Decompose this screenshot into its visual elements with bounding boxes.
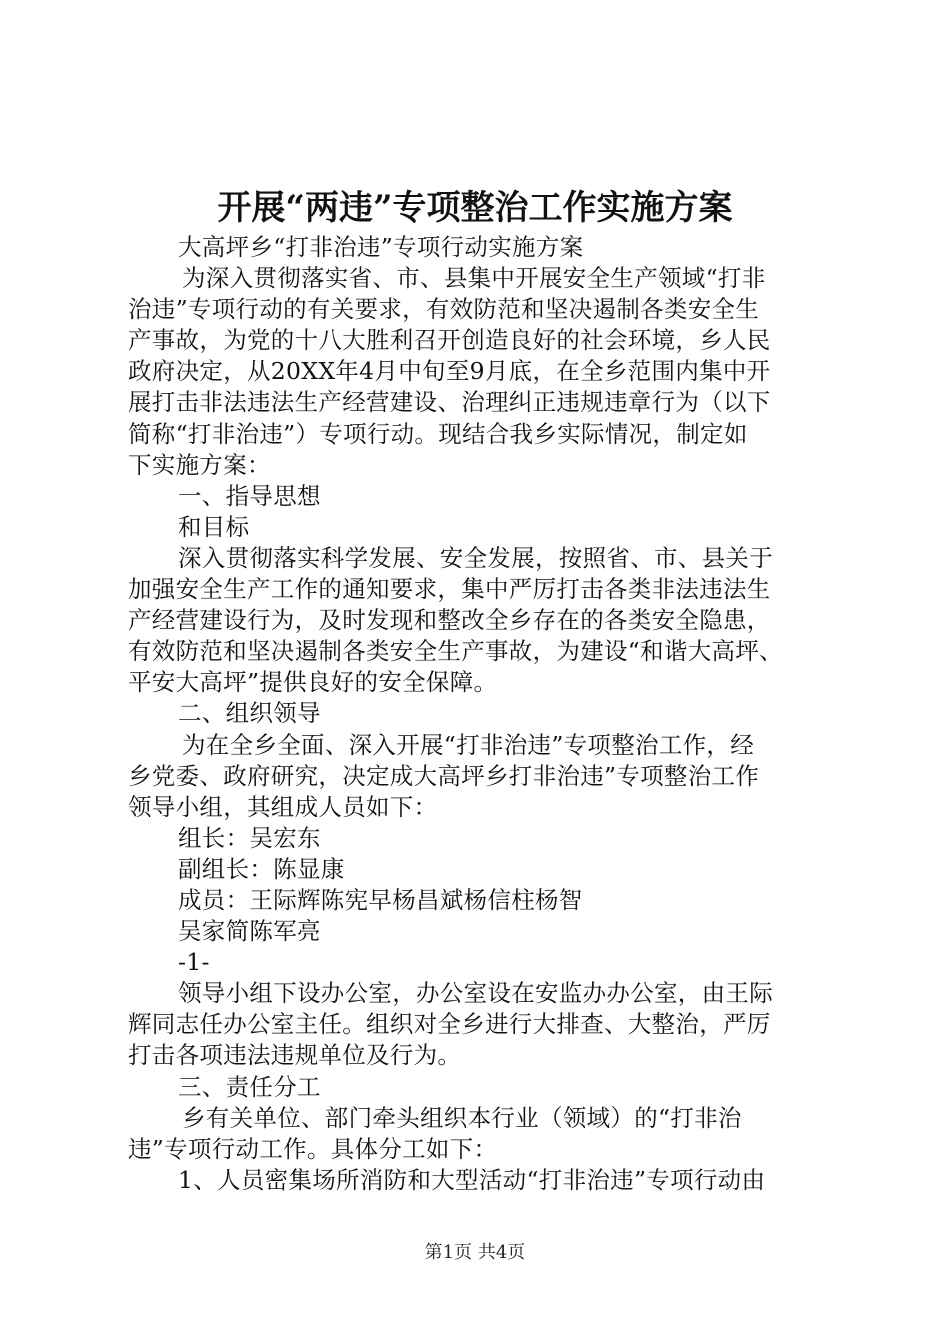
paragraph-line: 1、人员密集场所消防和大型活动“打非治违”专项行动由 — [178, 1165, 766, 1194]
document-body — [128, 232, 838, 1196]
paragraph-line: 乡党委、政府研究，决定成大高坪乡打非治违”专项整治工作 — [128, 761, 760, 790]
paragraph-line: 为深入贯彻落实省、市、县集中开展安全生产领域“打非 — [182, 264, 766, 293]
member-line: 成员：王际辉陈宪早杨昌斌杨信柱杨智 — [178, 885, 583, 914]
paragraph-line: 违”专项行动工作。具体分工如下： — [128, 1134, 498, 1163]
paragraph-line: 有效防范和坚决遏制各类安全生产事故，为建设“和谐大高坪、 — [128, 637, 783, 666]
paragraph-line: 治违”专项行动的有关要求，有效防范和坚决遏制各类安全生 — [128, 295, 760, 324]
section-heading: 二、组织领导 — [178, 699, 321, 728]
section-heading: 一、指导思想 — [178, 481, 321, 510]
paragraph-line: 政府决定，从20XX年4月中旬至9月底，在全乡范围内集中开 — [128, 357, 771, 386]
page-footer: 第1页 共4页 — [424, 1242, 526, 1263]
paragraph-line: 辉同志任办公室主任。组织对全乡进行大排查、大整治，严厉 — [128, 1010, 771, 1039]
inline-page-number: -1- — [178, 948, 210, 977]
paragraph-line: 平安大高坪”提供良好的安全保障。 — [128, 668, 498, 697]
paragraph-line: 简称“打非治违”）专项行动。现结合我乡实际情况，制定如 — [128, 419, 748, 448]
section-heading: 三、责任分工 — [178, 1072, 321, 1101]
paragraph-line: 下实施方案： — [128, 450, 271, 479]
paragraph-line: 领导小组，其组成人员如下： — [128, 792, 438, 821]
paragraph-line: 领导小组下设办公室，办公室设在安监办办公室，由王际 — [178, 979, 773, 1008]
paragraph-line: 打击各项违法违规单位及行为。 — [128, 1041, 462, 1070]
paragraph-line: 展打击非法违法生产经营建设、治理纠正违规违章行为（以下 — [128, 388, 771, 417]
member-line: 副组长：陈显康 — [178, 854, 345, 883]
section-heading: 和目标 — [178, 512, 250, 541]
subtitle-line: 大高坪乡“打非治违”专项行动实施方案 — [178, 233, 584, 261]
member-line: 吴家简陈军亮 — [178, 917, 321, 946]
member-line: 组长：吴宏东 — [178, 823, 321, 852]
paragraph-line: 为在全乡全面、深入开展“打非治违”专项整治工作，经 — [182, 730, 755, 759]
paragraph-line: 产事故，为党的十八大胜利召开创造良好的社会环境，乡人民 — [128, 326, 771, 355]
paragraph-line: 乡有关单位、部门牵头组织本行业（领域）的“打非治 — [182, 1103, 742, 1132]
document-title: 开展“两违”专项整治工作实施方案 — [217, 188, 733, 228]
paragraph-line: 产经营建设行为，及时发现和整改全乡存在的各类安全隐患， — [128, 606, 771, 635]
paragraph-line: 加强安全生产工作的通知要求，集中严厉打击各类非法违法生 — [128, 575, 771, 604]
paragraph-line: 深入贯彻落实科学发展、安全发展，按照省、市、县关于 — [178, 543, 773, 572]
